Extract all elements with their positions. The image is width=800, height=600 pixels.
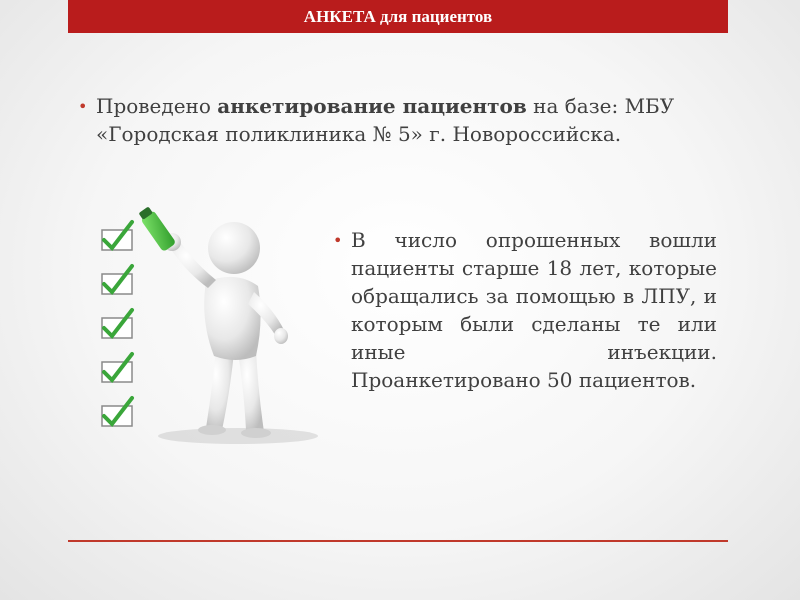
person-with-marker-icon <box>88 200 328 450</box>
bullet-text-post: на базе: МБУ «Городская поликлиника № 5» г. Новороссийска. <box>96 94 675 146</box>
bullet-survey-info <box>78 92 718 148</box>
checkbox-checked-icon <box>102 222 132 250</box>
bullet-text-bold: анкетирование пациентов <box>217 94 527 118</box>
bullet-participants <box>333 226 717 394</box>
checkbox-checked-icon <box>102 398 132 426</box>
bullet-text <box>78 92 718 148</box>
bullet-text: В число опрошенных вошли пациенты старше 18 лет, которые обращались за помощью в ЛПУ, и которым были сделаны те или иные инъекции. Проанкетировано 50 пациентов. <box>351 228 717 392</box>
checkbox-checked-icon <box>102 310 132 338</box>
checkbox-checked-icon <box>102 354 132 382</box>
title-bar <box>68 0 728 33</box>
bullet-text-pre: Проведено <box>96 94 218 118</box>
bullet-icon: • <box>333 231 343 250</box>
page-title: АНКЕТА для пациентов <box>303 6 493 26</box>
checkbox-checked-icon <box>102 266 132 294</box>
bullet-icon: • <box>78 97 88 116</box>
bottom-divider <box>68 540 728 542</box>
checklist-illustration <box>88 200 328 450</box>
